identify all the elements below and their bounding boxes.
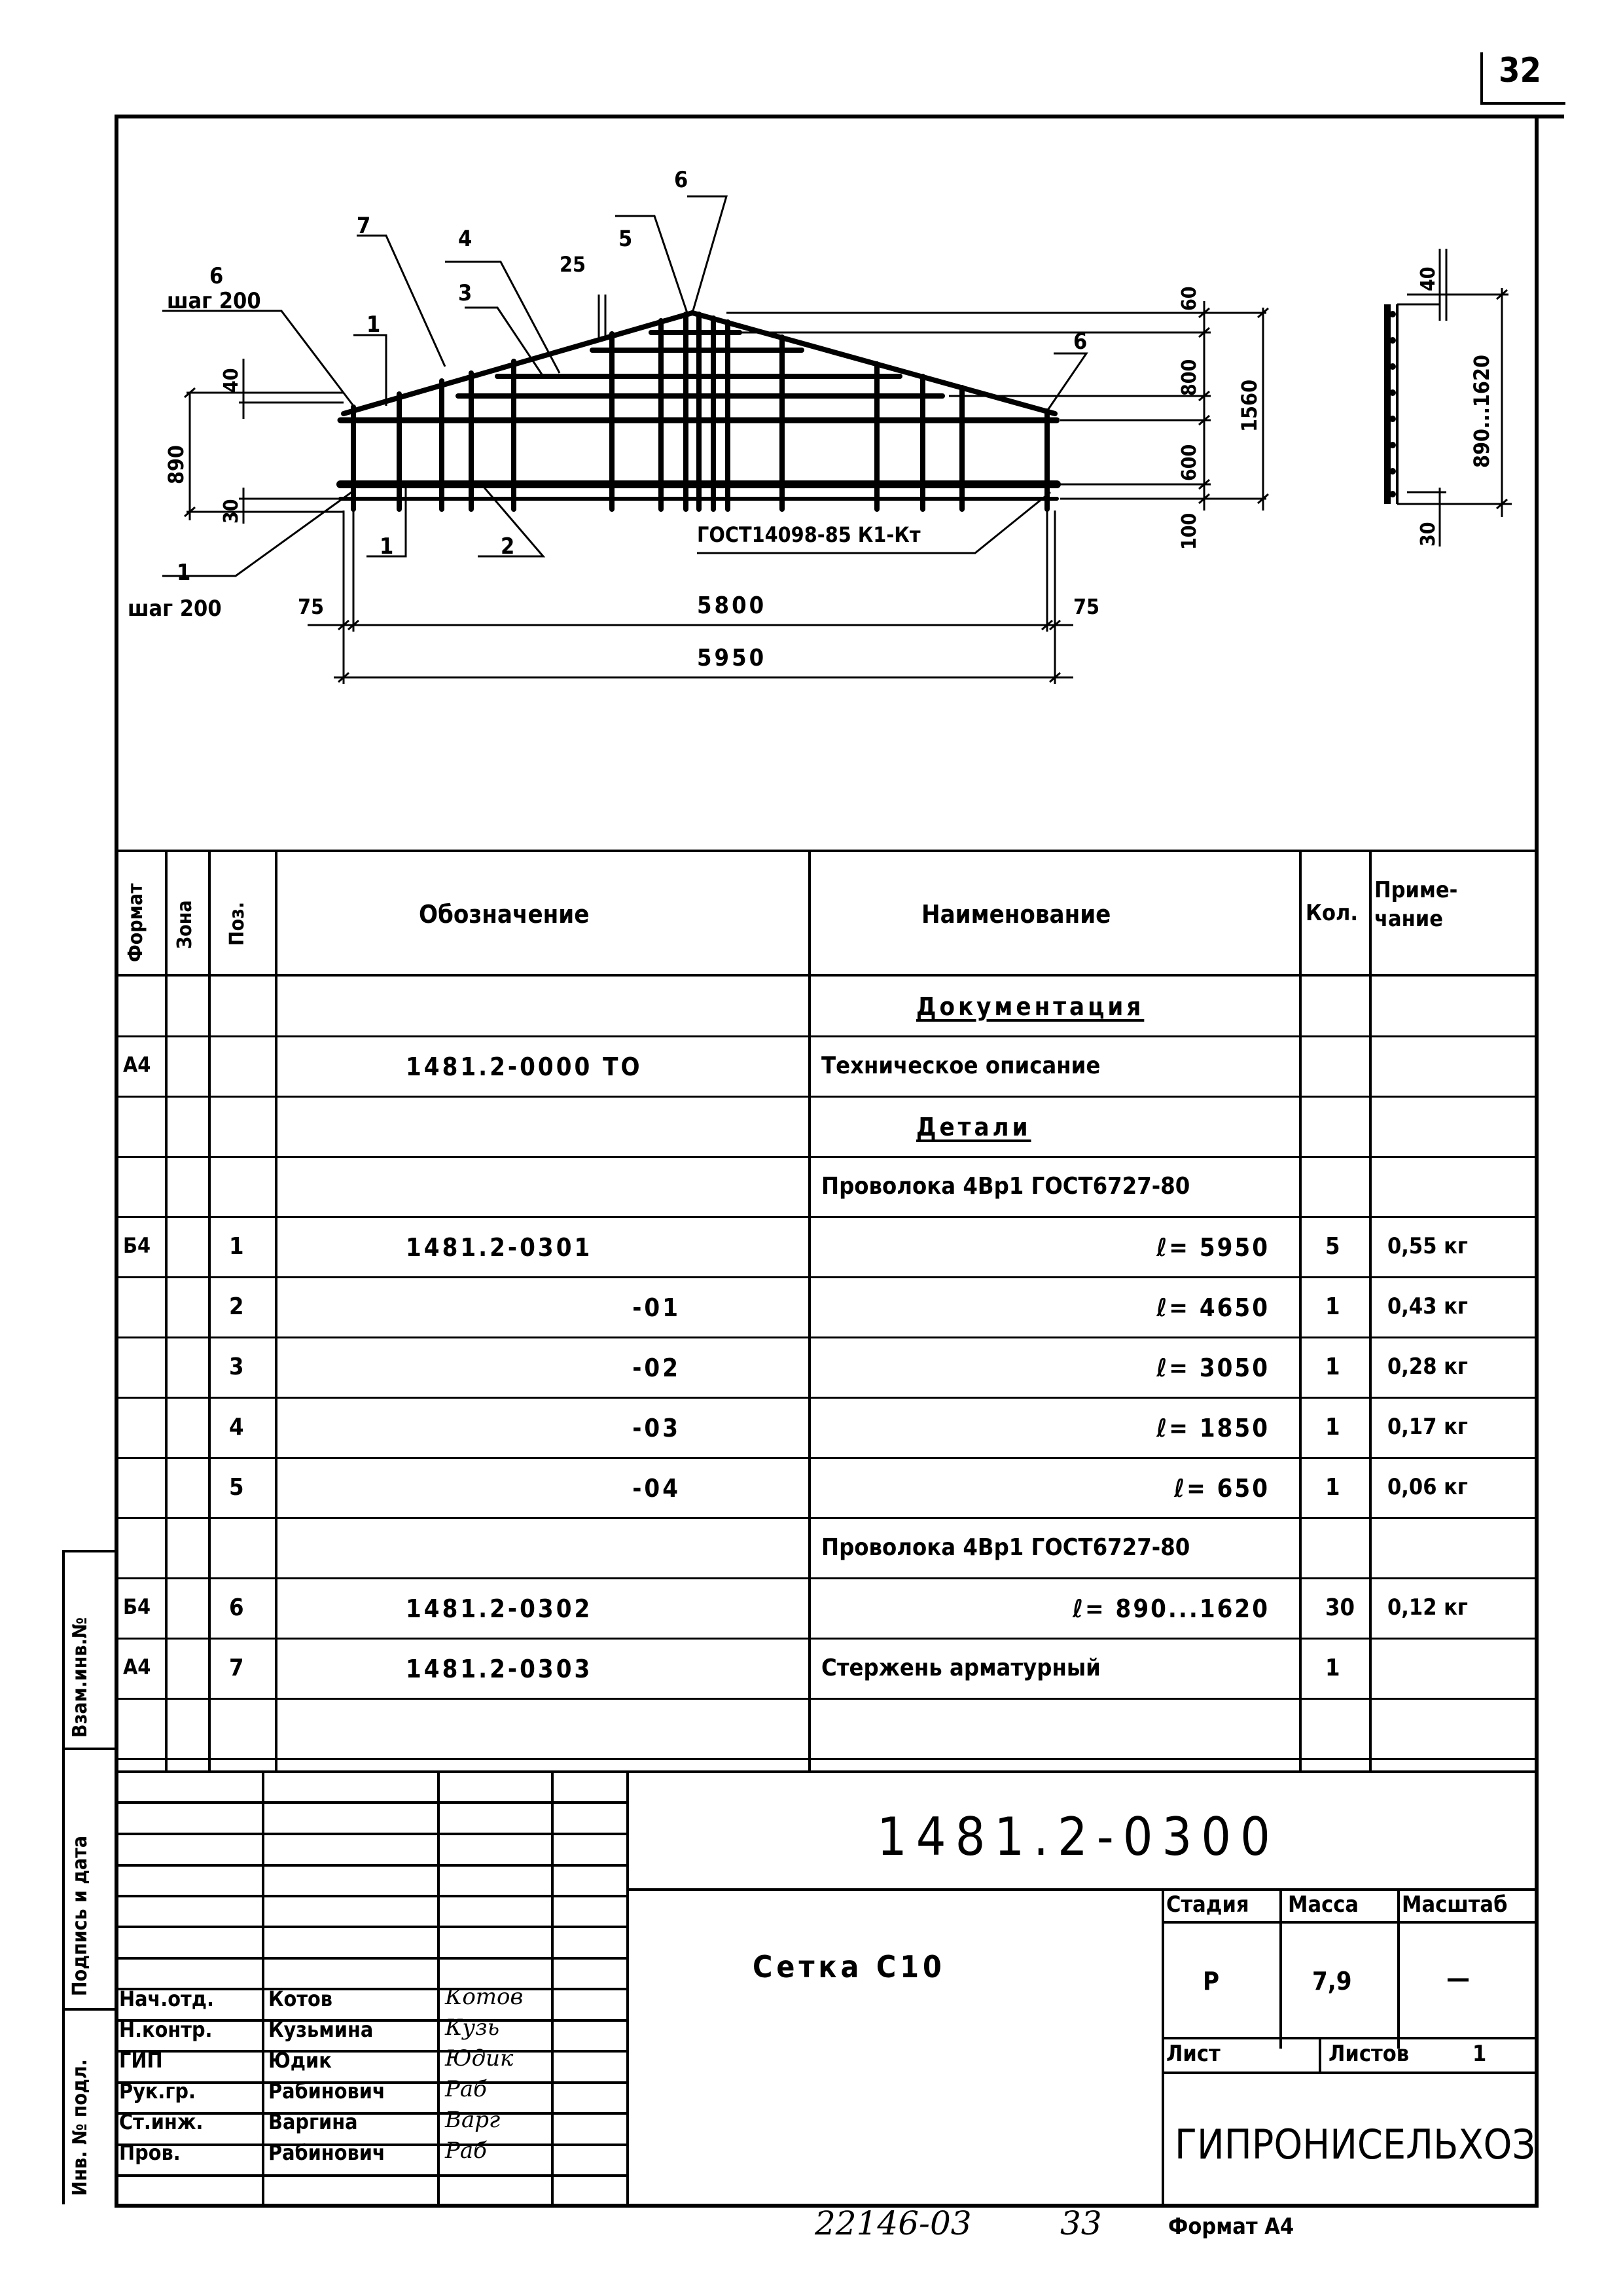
table-cell-pos: 2 [229,1293,244,1320]
table-cell-note: 0,17 кг [1387,1414,1468,1440]
table-row-line [116,1457,1537,1459]
table-cell-name: ℓ= 4650 [1156,1293,1270,1322]
tb-mass: 7,9 [1312,1967,1352,1996]
stamp-div-2 [62,2008,117,2011]
table-cell-name: Проволока 4Вр1 ГОСТ6727-80 [821,1173,1190,1200]
label-pos7: 7 [357,213,371,239]
tb-scale-label: Масштаб [1402,1892,1508,1918]
tb-stage-label: Стадия [1166,1892,1249,1918]
signer-signature: Раб [445,2138,487,2164]
label-pos6-top: 6 [674,167,688,193]
table-cell-designation: -04 [632,1474,681,1503]
table-row-line [116,1577,1537,1579]
signer-signature: Кузь [445,2015,500,2041]
tb-stage-header-line [1162,1921,1536,1924]
stamp-left [62,1550,65,2204]
stamp-podpis: Подпись и дата [69,1835,92,1996]
signer-signature: Юдик [445,2045,514,2072]
table-cell-note: 0,28 кг [1387,1354,1468,1380]
dim-800: 800 [1178,359,1201,396]
table-cell-name: Документация [916,992,1145,1021]
tb-left-row-2 [116,1833,627,1835]
label-pos1-left: 1 [177,560,191,586]
table-cell-format: А4 [123,1655,151,1679]
signer-role: Рук.гр. [119,2079,196,2104]
signer-name: Котов [268,1986,332,2011]
dim-100: 100 [1178,512,1201,550]
header-format: Формат [124,883,147,962]
table-row-line [116,1336,1537,1338]
table-cell-qty: 1 [1325,1354,1340,1380]
table-row-line [116,1698,1537,1700]
side-dim-range: 890...1620 [1469,354,1494,468]
table-row-line [116,1156,1537,1158]
tb-left-row-5 [116,1926,627,1928]
table-cell-designation: -02 [632,1354,681,1382]
tb-sheet-line-top [1162,2037,1536,2039]
signer-name: Рабинович [268,2140,385,2165]
table-cell-pos: 1 [229,1233,244,1260]
table-cell-name: ℓ= 3050 [1156,1354,1270,1382]
dim-25: 25 [560,252,586,277]
tb-doc-number: 1481.2-0300 [877,1806,1279,1867]
signer-role: Ст.инж. [119,2109,204,2134]
tb-mass-col [1397,1888,1400,2049]
table-cell-format: А4 [123,1052,151,1077]
stamp-inv-podl: Инв. № подл. [69,2059,92,2196]
tb-stage: Р [1203,1967,1220,1996]
signer-role: Н.контр. [119,2017,213,2042]
label-pos1-top: 1 [366,312,381,338]
tb-right-col [1162,1888,1164,2206]
table-cell-designation: 1481.2-0302 [406,1594,593,1623]
tb-sheet-col [1319,2037,1321,2073]
tb-stage-col [1279,1888,1282,2049]
table-cell-name: Техническое описание [821,1052,1101,1079]
table-cell-format: Б4 [123,1594,151,1619]
tb-left-row-6 [116,1957,627,1960]
side-dim-40: 40 [1417,266,1440,291]
signer-role: Пров. [119,2140,181,2165]
table-cell-qty: 1 [1325,1655,1340,1681]
table-row-line [116,1276,1537,1278]
table-cell-name: Стержень арматурный [821,1655,1101,1681]
dim-40: 40 [220,368,243,393]
label-pos6-left: 6 [209,263,224,289]
header-note: Приме- чание [1374,877,1458,933]
header-name: Наименование [921,900,1111,929]
signer-name: Рабинович [268,2079,385,2104]
label-pos5: 5 [618,226,633,252]
table-cell-designation: 1481.2-0000 ТО [406,1052,643,1081]
signer-name: Варгина [268,2109,358,2134]
signer-signature: Варг [445,2107,501,2133]
tb-scale: — [1446,1964,1470,1994]
table-cell-note: 0,55 кг [1387,1233,1468,1259]
table-cell-name: ℓ= 650 [1173,1474,1270,1503]
label-pos2: 2 [501,533,515,560]
table-cell-name: ℓ= 1850 [1156,1414,1270,1443]
signer-name: Кузьмина [268,2017,374,2042]
tb-left-row-13 [116,2174,627,2177]
table-cell-pos: 4 [229,1414,244,1441]
col-zone [208,851,211,1770]
page-number: 32 [1499,51,1542,90]
table-cell-note: 0,12 кг [1387,1594,1468,1621]
dim-600: 600 [1178,444,1201,481]
label-pos4: 4 [458,226,473,252]
table-cell-qty: 30 [1325,1594,1355,1621]
header-pos: Поз. [226,901,249,946]
tb-sheets: 1 [1472,2041,1487,2067]
col-qty [1369,851,1372,1770]
table-cell-format: Б4 [123,1233,151,1258]
table-row-line [116,1096,1537,1098]
table-row-line [116,1397,1537,1399]
label-pos3: 3 [458,280,473,306]
dim-890: 890 [164,444,188,484]
label-gost-weld: ГОСТ14098-85 К1-Кт [697,522,921,547]
dim-75-left: 75 [298,594,325,619]
table-row-line [116,1216,1537,1218]
tb-left-row-9 [116,2050,627,2053]
dim-1560: 1560 [1237,379,1262,432]
table-row-line [116,1035,1537,1037]
table-cell-qty: 5 [1325,1233,1340,1260]
col-format [165,851,168,1770]
table-cell-pos: 5 [229,1474,244,1501]
signer-role: ГИП [119,2048,163,2073]
tb-left-row-3 [116,1864,627,1867]
label-pos6-right: 6 [1073,329,1088,355]
table-cell-note: 0,06 кг [1387,1474,1468,1500]
col-designation [808,851,811,1770]
signer-role: Нач.отд. [119,1986,214,2011]
table-cell-pos: 3 [229,1354,244,1380]
label-step-top: шаг 200 [167,288,261,314]
table-cell-pos: 6 [229,1594,244,1621]
tb-sheet-line-bottom [1162,2072,1536,2074]
table-cell-note: 0,43 кг [1387,1293,1468,1319]
footer-archive-page: 33 [1060,2204,1102,2242]
tb-sheets-label: Листов [1329,2041,1410,2067]
header-qty: Кол. [1306,900,1359,926]
table-header-bottom [116,974,1537,977]
table-row-line [116,1517,1537,1519]
signer-signature: Раб [445,2076,487,2102]
side-dim-30: 30 [1417,522,1440,547]
tb-organization: ГИПРОНИСЕЛЬХОЗ [1175,2121,1536,2168]
dim-60: 60 [1178,286,1201,311]
dim-5800: 5800 [697,592,767,619]
tb-mass-label: Масса [1288,1892,1359,1918]
table-cell-name: Детали [916,1113,1031,1141]
table-top [116,850,1537,852]
footer-archive-no: 22146-03 [815,2204,972,2242]
table-cell-designation: -01 [632,1293,681,1322]
tb-left-row-4 [116,1895,627,1897]
signer-signature: Котов [445,1984,524,2010]
table-cell-name: Проволока 4Вр1 ГОСТ6727-80 [821,1534,1190,1561]
header-designation: Обозначение [419,900,590,929]
table-row-line [116,1638,1537,1640]
stamp-top [62,1550,117,1552]
tb-sheet-label: Лист [1166,2041,1221,2067]
dim-5950: 5950 [697,645,767,672]
signer-name: Юдик [268,2048,332,2073]
table-cell-name: ℓ= 5950 [1156,1233,1270,1262]
tb-top [116,1770,1537,1773]
tb-title: Сетка С10 [753,1949,946,1984]
table-cell-qty: 1 [1325,1293,1340,1320]
header-zone: Зона [173,900,196,949]
dim-75-right: 75 [1073,594,1100,619]
table-cell-designation: 1481.2-0303 [406,1655,593,1683]
table-cell-pos: 7 [229,1655,244,1681]
table-cell-qty: 1 [1325,1414,1340,1441]
tb-left-row-1 [116,1801,627,1804]
table-cell-name: ℓ= 890...1620 [1072,1594,1270,1623]
label-pos1-bottom: 1 [380,533,394,560]
table-cell-designation: 1481.2-0301 [406,1233,593,1262]
footer-format: Формат А4 [1168,2214,1294,2240]
stamp-vzam: Взам.инв.№ [69,1617,92,1738]
table-row-line [116,1758,1537,1760]
table-cell-qty: 1 [1325,1474,1340,1501]
label-step-bottom: шаг 200 [128,596,222,622]
col-name [1299,851,1302,1770]
mesh-drawing [0,0,1623,851]
stamp-div-1 [62,1748,117,1750]
col-pos [275,851,277,1770]
table-cell-designation: -03 [632,1414,681,1443]
dim-30: 30 [220,499,243,524]
